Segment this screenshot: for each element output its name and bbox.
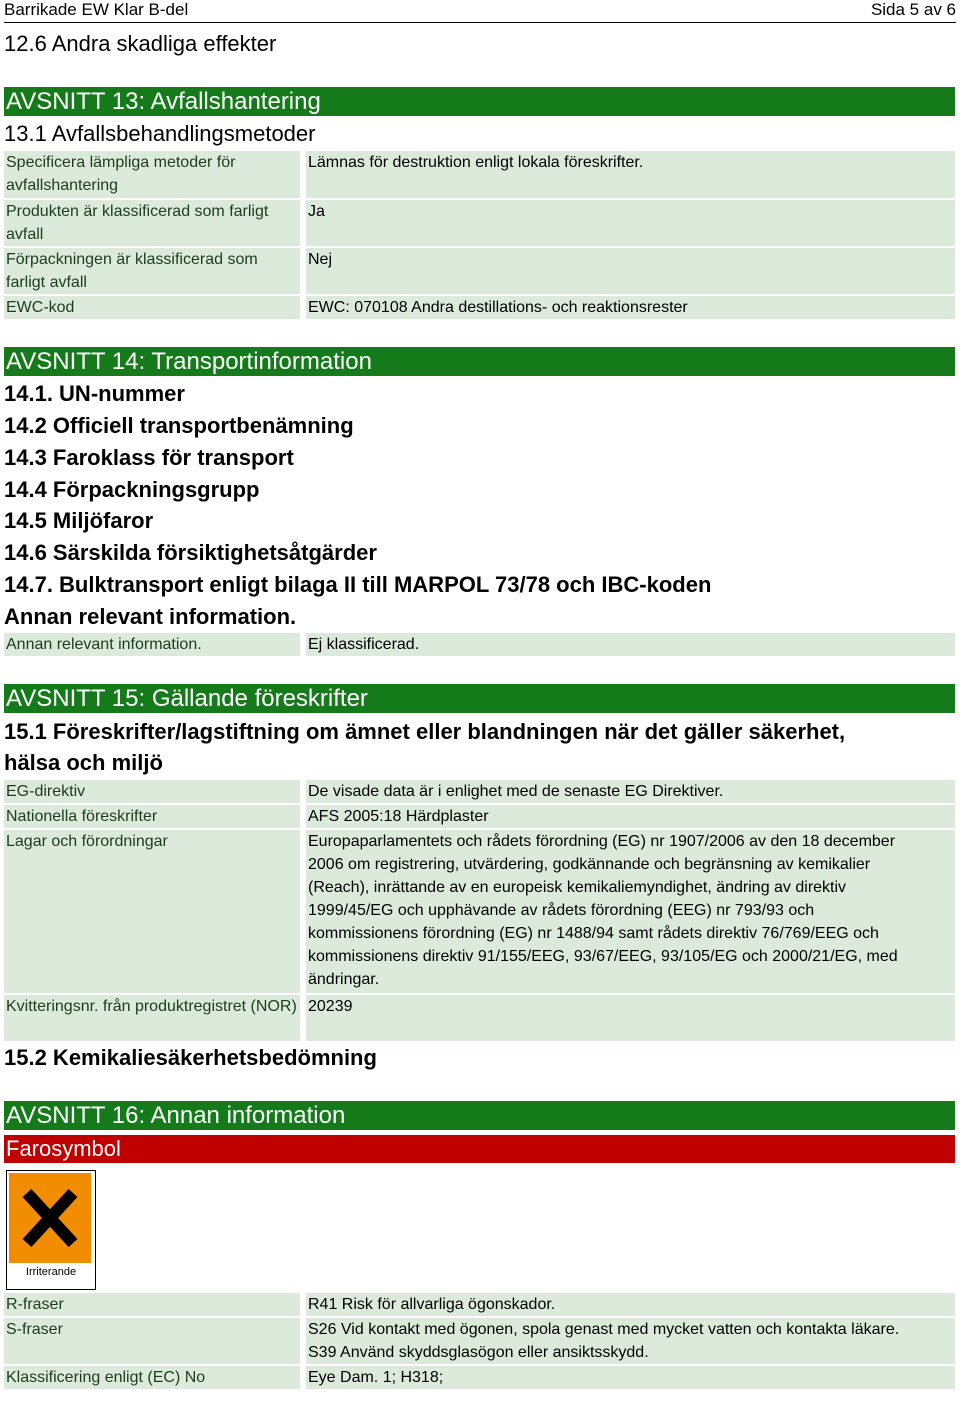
row-label: Lagar och förordningar (4, 830, 300, 993)
section-16-title: AVSNITT 16: Annan information (6, 1102, 346, 1129)
header-divider (4, 22, 956, 23)
subsection-14-4: 14.4 Förpackningsgrupp (4, 477, 260, 502)
row-value: Ej klassificerad. (306, 633, 955, 656)
table-row (4, 805, 955, 828)
subsection-14-6: 14.6 Särskilda försiktighetsåtgärder (4, 540, 377, 565)
row-value: Lämnas för destruktion enligt lokala föreskrifter. (306, 151, 955, 198)
subsection-14-3: 14.3 Faroklass för transport (4, 445, 294, 470)
subsection-12-6: 12.6 Andra skadliga effekter (4, 31, 277, 56)
subsection-15-1-line1: 15.1 Föreskrifter/lagstiftning om ämnet eller blandningen när det gäller säkerhet, (4, 719, 846, 744)
row-label: EG-direktiv (4, 780, 300, 803)
hazard-pictogram (6, 1170, 96, 1290)
irritant-x-icon (9, 1173, 91, 1263)
table-row (4, 296, 955, 319)
row-value: Nej (306, 248, 955, 294)
row-label: Klassificering enligt (EC) No (4, 1366, 300, 1389)
subsection-13-1: 13.1 Avfallsbehandlingsmetoder (4, 121, 316, 146)
row-value: R41 Risk för allvarliga ögonskador. (306, 1293, 955, 1316)
row-label: EWC-kod (4, 296, 300, 319)
subsection-14-5: 14.5 Miljöfaror (4, 508, 154, 533)
document-title: Barrikade EW Klar B-del (4, 0, 189, 19)
table-row (4, 633, 955, 656)
subsection-15-2: 15.2 Kemikaliesäkerhetsbedömning (4, 1045, 377, 1070)
row-label: Kvitteringsnr. från produktregistret (NOR) (4, 995, 300, 1041)
subsection-other-info: Annan relevant information. (4, 604, 297, 629)
subsection-14-7: 14.7. Bulktransport enligt bilaga II till MARPOL 73/78 och IBC-koden (4, 572, 712, 597)
table-row (4, 1293, 955, 1316)
row-value: De visade data är i enlighet med de senaste EG Direktiver. (306, 780, 955, 803)
row-label: Specificera lämpliga metoder för avfallshantering (4, 151, 300, 198)
section-13-title: AVSNITT 13: Avfallshantering (6, 88, 321, 115)
row-label: Förpackningen är klassificerad som farligt avfall (4, 248, 300, 294)
row-value: Ja (306, 200, 955, 246)
row-value: AFS 2005:18 Härdplaster (306, 805, 955, 828)
subsection-14-1: 14.1. UN-nummer (4, 381, 185, 406)
section-16-header (4, 1101, 955, 1130)
table-row (4, 830, 955, 993)
section-14-title: AVSNITT 14: Transportinformation (6, 348, 372, 375)
table-row (4, 151, 955, 198)
subsection-14-2: 14.2 Officiell transportbenämning (4, 413, 354, 438)
row-label: Produkten är klassificerad som farligt avfall (4, 200, 300, 246)
farosymbol-header: Farosymbol (4, 1135, 955, 1163)
row-label: R-fraser (4, 1293, 300, 1316)
page-number: Sida 5 av 6 (870, 0, 956, 19)
row-value: Eye Dam. 1; H318; (306, 1366, 955, 1389)
row-label: Nationella föreskrifter (4, 805, 300, 828)
row-value: S26 Vid kontakt med ögonen, spola genast med mycket vatten och kontakta läkare. S39 Använd skyddsglasögon eller ansiktsskydd. (306, 1318, 955, 1364)
row-value: 20239 (306, 995, 955, 1041)
subsection-15-1-line2: hälsa och miljö (4, 750, 163, 775)
row-value: EWC: 070108 Andra destillations- och reaktionsrester (306, 296, 955, 319)
table-row (4, 995, 955, 1041)
row-value: Europaparlamentets och rådets förordning (EG) nr 1907/2006 av den 18 december 2006 om registrering, utvärdering, godkännande och begränsning av kemikalier (Reach), inrättande av en europeisk kemikaliemyndighet, ändring av direktiv 1999/45/EG och upphävande av rådets förordning (EEG) nr 793/93 och kommissionens förordning (EG) nr 1488/94 samt rådets direktiv 76/769/EEG och kommissionens direktiv 91/155/EEG, 93/67/EEG, 93/105/EG och 2000/21/EG, med ändringar. (306, 830, 955, 993)
section-15-title: AVSNITT 15: Gällande föreskrifter (6, 685, 368, 712)
row-label: Annan relevant information. (4, 633, 300, 656)
table-row (4, 780, 955, 803)
pictogram-caption: Irriterande (25, 1266, 77, 1278)
table-row (4, 1318, 955, 1364)
section-13-header (4, 87, 955, 116)
table-row (4, 1366, 955, 1389)
row-label: S-fraser (4, 1318, 300, 1364)
section-14-header (4, 347, 955, 376)
section-15-header (4, 684, 955, 713)
table-row (4, 248, 955, 294)
table-row (4, 200, 955, 246)
